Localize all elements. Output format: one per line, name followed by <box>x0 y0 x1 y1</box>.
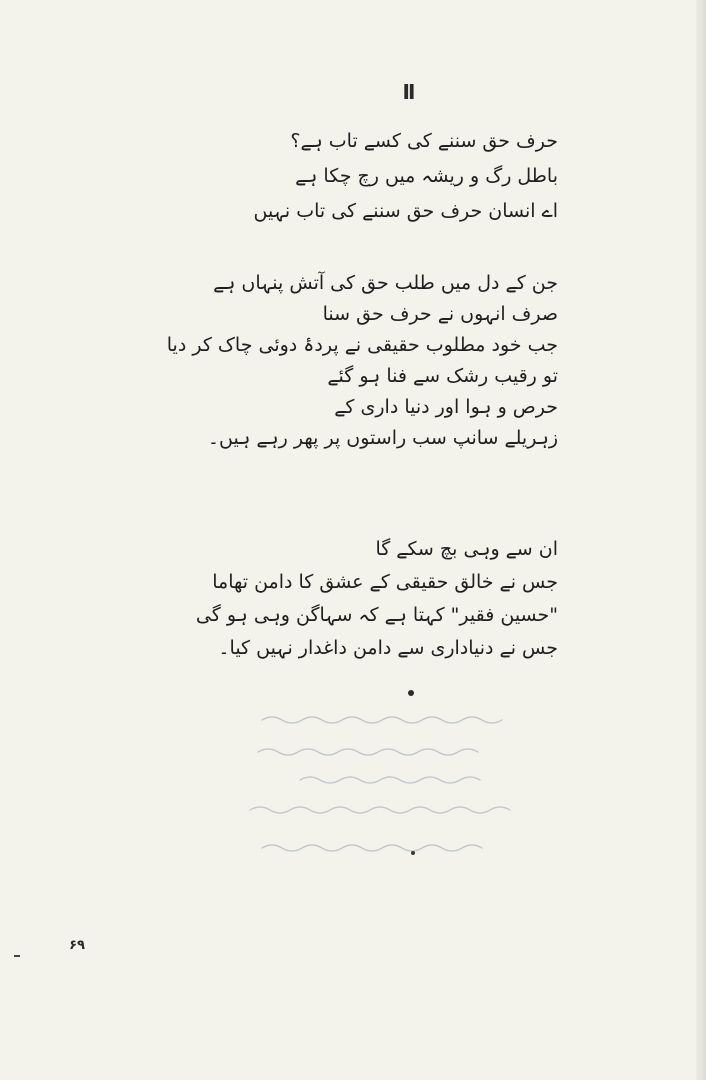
verse-line: تو رقیب رشک سے فنا ہو گئے <box>327 365 558 387</box>
stanza-3 <box>118 533 558 665</box>
verse-line: باطل رگ و ریشہ میں رچ چکا ہے <box>295 165 558 187</box>
margin-dash <box>14 955 20 957</box>
section-mark: II <box>402 80 414 104</box>
verse-line: جس نے خالق حقیقی کے عشق کا دامن تھاما <box>212 571 558 593</box>
verse-line: ان سے وہی بچ سکے گا <box>375 538 558 560</box>
stanza-2 <box>118 268 558 454</box>
verse-line: جس نے دنیاداری سے دامن داغدار نہیں کیا۔ <box>218 637 558 659</box>
page-number: ۶۹ <box>69 938 85 953</box>
verse-line: حرص و ہوا اور دنیا داری کے <box>334 396 558 418</box>
verse-line: "حسین فقیر" کہتا ہے کہ سہاگن وہی ہو گی <box>195 604 558 626</box>
end-dot <box>408 690 414 696</box>
verse-line: جن کے دل میں طلب حق کی آتش پنہاں ہے <box>213 272 558 294</box>
verse-line: جب خود مطلوب حقیقی نے پردۂ دوئی چاک کر دیا <box>166 334 558 356</box>
stanza-1 <box>118 124 558 229</box>
ink-speck <box>411 851 415 855</box>
verse-line: زہریلے سانپ سب راستوں پر پھر رہے ہیں۔ <box>207 427 558 449</box>
verse-line: حرف حق سننے کی کسے تاب ہے؟ <box>290 130 558 152</box>
verse-line: صرف انہوں نے حرف حق سنا <box>322 303 558 325</box>
verse-line: اے انسان حرف حق سننے کی تاب نہیں <box>253 200 558 222</box>
